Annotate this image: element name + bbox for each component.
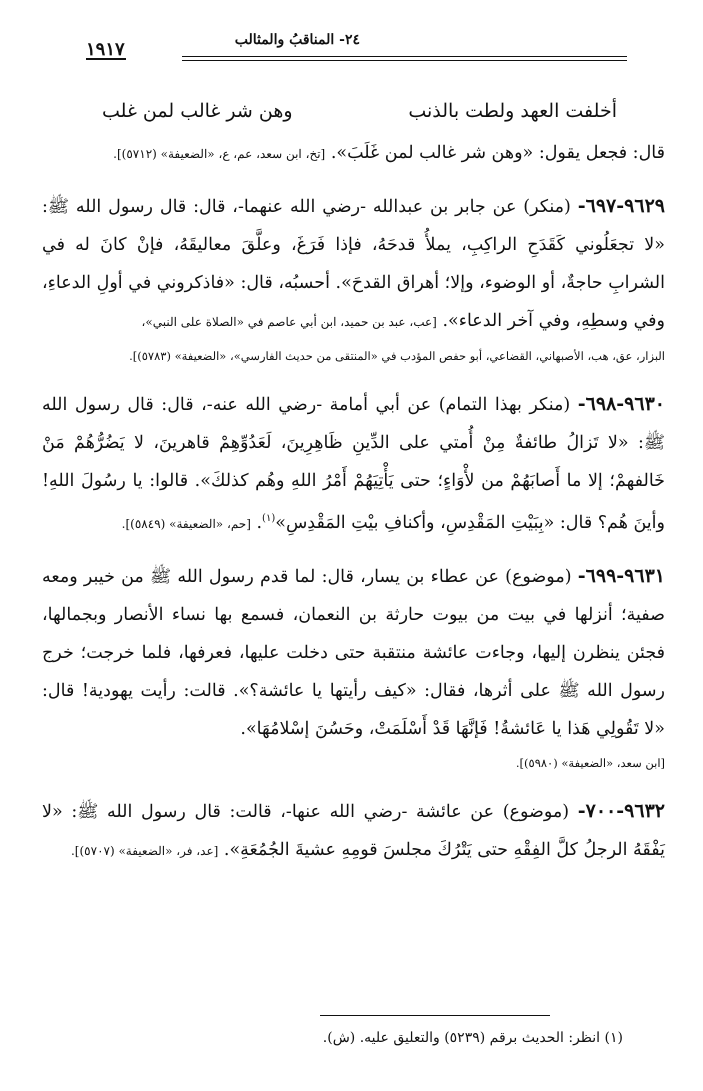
hadith-text: (منكر) عن جابر بن عبدالله -رضي الله عنهما-، قال: قال رسول الله ﷺ: «لا تجعَلُوني كَقَدَحِ الراكِبِ، يملأُ قدحَهُ، فإذا فَرَغَ، وعلَّقَ معاليقَهُ، فإنْ كانَ له في الشرابِ حاجةٌ، أو الوضوء، وإلا؛ أهراق القدحَ». أحسبُه، قال: «فاذكروني في أولِ الدعاءِ، وفي وسطِهِ، وفي آخر الدعاء».: [42, 197, 665, 331]
hadith-9632: [42, 792, 665, 870]
verse-first-half: أخلفت العهد ولطت بالذنب: [408, 100, 617, 122]
hadith-number: ٩٦٣٢-٧٠٠-: [577, 799, 665, 822]
hadith-9630: ٩٦٣٠-٦٩٨- (منكر بهذا التمام) عن أبي أمامة -رضي الله عنه-، قال: قال رسول الله ﷺ: «لا تَزالُ طائفةٌ مِنْ أُمتي على الدِّينِ ظَاهِرِينَ، لَعَدُوِّهِمْ قاهرينَ، لا يَضُرُّهُمْ مَنْ خَالفهمْ؛ إلا ما أَصابَهُمْ من لأْوَاءٍ؛ حتى يَأْتِيَهُمْ أَمْرُ اللهِ وهُم كذلكَ». قالوا: يا رسُولَ اللهِ! وأينَ هُم؟ قال: «بِبَيْتِ المَقْدِسِ، وأكنافِ بيْتِ المَقْدِسِ»$^{(١)}$. [حم، «الضعيفة» (٥٨٤٩)].: [42, 393, 665, 533]
hadith-source: [حم، «الضعيفة» (٥٨٤٩)].: [121, 516, 251, 531]
hadith-source-line2: البزار، عق، هب، الأصبهاني، القضاعي، أبو حفص المؤدب في «المنتقى من حديث الفارسي»، «الضعيفة» (٥٧٨٣)].: [129, 349, 665, 363]
hadith-number: ٩٦٢٩-٦٩٧-: [577, 195, 665, 217]
hadith-source-continued: [42, 341, 665, 371]
footnote-separator: [320, 1015, 550, 1016]
hadith-source: [ابن سعد، «الضعيفة» (٥٩٨٠)].: [515, 755, 665, 770]
footnote-reference[interactable]: (١): [262, 513, 276, 524]
page-number: ١٩١٧: [86, 39, 125, 60]
hadith-number: ٩٦٣٠-٦٩٨-: [577, 393, 665, 415]
page-header: [42, 0, 665, 66]
verse-second-half: وهن شر غالب لمن غلب: [102, 100, 293, 122]
hadith-9631: [42, 557, 665, 748]
hadith-text: (منكر بهذا التمام) عن أبي أمامة -رضي الله عنه-، قال: قال رسول الله ﷺ: «لا تَزالُ طائفةٌ مِنْ أُمتي على الدِّينِ ظَاهِرِينَ، لَعَدُوِّهِمْ قاهرينَ، لا يَضُرُّهُمْ مَنْ خَالفهمْ؛ إلا ما أَصابَهُمْ من لأْوَاءٍ؛ حتى يَأْتِيَهُمْ أَمْرُ اللهِ وهُم كذلكَ». قالوا: يا رسُولَ اللهِ! وأينَ هُم؟ قال: «بِبَيْتِ المَقْدِسِ، وأكنافِ بيْتِ المَقْدِسِ»: [42, 395, 665, 533]
running-title: ٢٤- المناقبُ والمثالب: [234, 32, 360, 48]
poem-verse: [102, 100, 617, 122]
header-rule-double: [182, 56, 627, 61]
hadith-number: ٩٦٣١-٦٩٩-: [577, 564, 665, 587]
hadith-source-line: [42, 748, 665, 778]
intro-text: قال: فجعل يقول: «وهن شر غالب لمن غَلَبَ».: [330, 143, 665, 163]
footnote: (١) انظر: الحديث برقم (٥٢٣٩) والتعليق عليه. (ش).: [322, 1030, 623, 1046]
hadith-source: [عد، فر، «الضعيفة» (٥٧٠٧)].: [70, 843, 219, 858]
hadith-text: (موضوع) عن عائشة -رضي الله عنها-، قالت: قال رسول الله ﷺ: «لا يَفْقَهُ الرجلُ كلَّ الفِقْهِ حتى يَتْرُكَ مجلسَ قومِهِ عشيةَ الجُمُعَةِ».: [42, 801, 665, 860]
hadith-text: (موضوع) عن عطاء بن يسار، قال: لما قدم رسول الله ﷺ من خيبر ومعه صفية؛ أنزلها في بيت من بيوت حارثة بن النعمان، فسمع بها نساء الأنصار وبجمالها، فجئن ينظرن إليها، وجاءت عائشة منتقبة حتى دخلت عليها، فعرفها، فلما خرجت؛ خرج رسول الله ﷺ على أثرها، فقال: «كيف رأيتها يا عائشة؟». قالت: رأيت يهودية! قال: «لا تَقُولِي هَذا يا عَائشةُ! فَإنَّهَا قَدْ أَسْلَمَتْ، وحَسُنَ إسْلامُهَا».: [42, 566, 665, 739]
page-body: [42, 100, 665, 870]
hadith-9629: [42, 187, 665, 341]
hadith-source: [عب، عبد بن حميد، ابن أبي عاصم في «الصلاة على النبي»،: [141, 315, 437, 329]
intro-source: [تخ، ابن سعد، عم، ع، «الضعيفة» (٥٧١٢)].: [113, 147, 326, 161]
intro-paragraph: [42, 134, 665, 173]
header-rule-short: [86, 58, 126, 60]
